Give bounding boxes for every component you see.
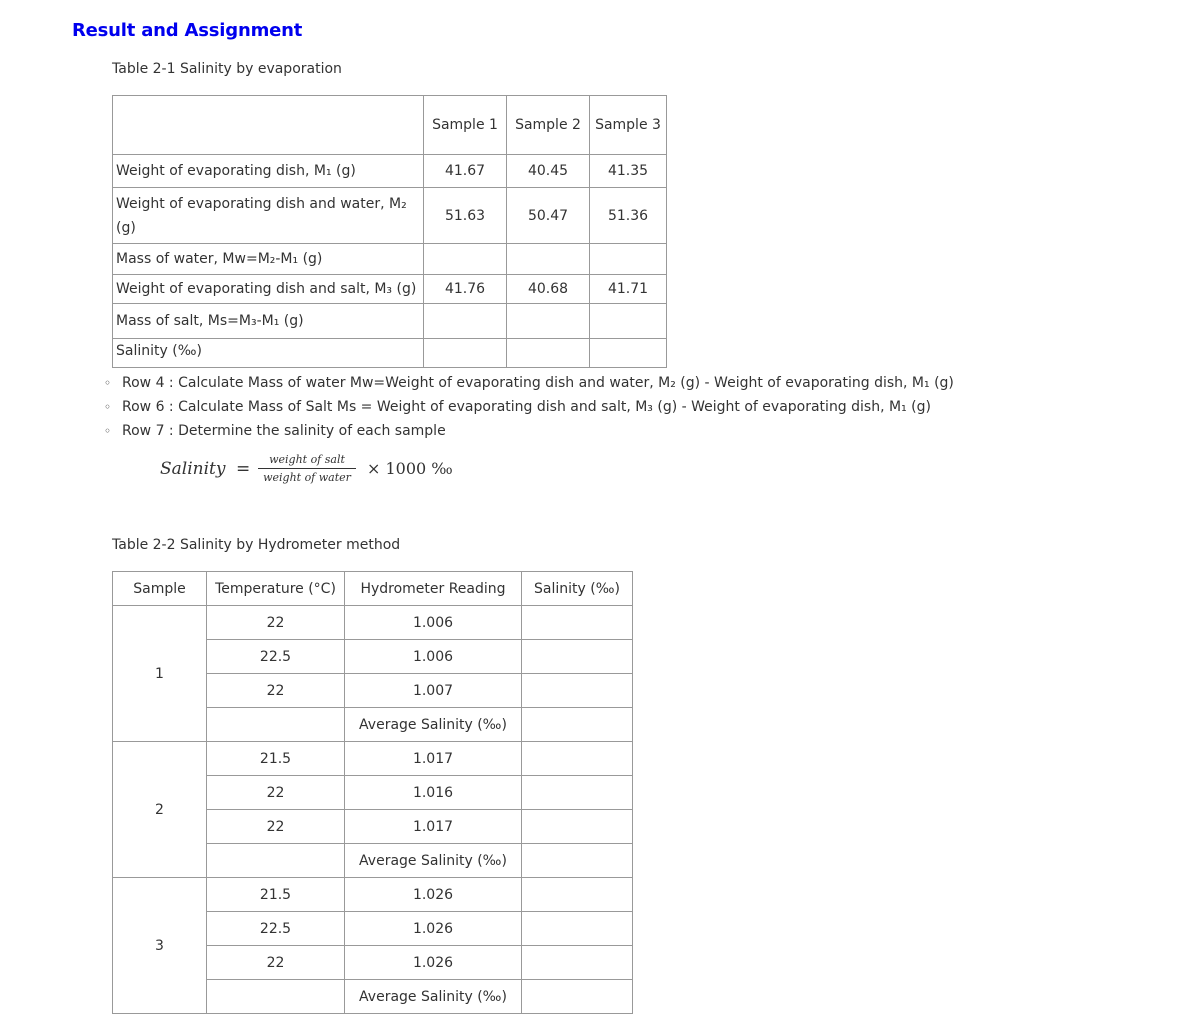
temperature-cell: 22.5 [207, 912, 345, 946]
header-cell: Salinity (‰) [522, 572, 633, 606]
table-row [113, 188, 667, 244]
temperature-cell: 21.5 [207, 742, 345, 776]
salinity-cell [522, 640, 633, 674]
table-row [113, 275, 667, 304]
table-header-row [113, 572, 633, 606]
row-label: Mass of salt, Ms=M₃-M₁ (g) [113, 304, 424, 339]
average-label: Average Salinity (‰) [345, 980, 522, 1014]
section-title: Result and Assignment [72, 20, 303, 41]
table-cell: 40.68 [507, 275, 590, 304]
table-cell [590, 304, 667, 339]
row-label: Weight of evaporating dish, M₁ (g) [113, 155, 424, 188]
table-cell: 41.76 [424, 275, 507, 304]
reading-cell: 1.016 [345, 776, 522, 810]
average-cell [522, 844, 633, 878]
table-row [113, 742, 633, 776]
reading-cell: 1.017 [345, 742, 522, 776]
table-row [113, 244, 667, 275]
reading-cell: 1.026 [345, 946, 522, 980]
table-cell [590, 244, 667, 275]
table-header-row [113, 96, 667, 155]
empty-cell [207, 980, 345, 1014]
salinity-cell [522, 878, 633, 912]
temperature-cell: 22 [207, 776, 345, 810]
table-cell [507, 304, 590, 339]
temperature-cell: 22 [207, 674, 345, 708]
table-cell: 41.71 [590, 275, 667, 304]
formula-multiplier: × 1000 ‰ [367, 459, 453, 478]
table-cell: 51.63 [424, 188, 507, 244]
sample-id-cell: 1 [113, 606, 207, 742]
instruction-list [104, 371, 954, 443]
salinity-cell [522, 946, 633, 980]
header-cell [113, 96, 424, 155]
formula-denominator: weight of water [263, 471, 351, 484]
temperature-cell: 22.5 [207, 640, 345, 674]
table-row [113, 155, 667, 188]
average-cell [522, 980, 633, 1014]
reading-cell: 1.007 [345, 674, 522, 708]
table2-caption: Table 2-2 Salinity by Hydrometer method [112, 537, 401, 553]
header-cell: Sample 1 [424, 96, 507, 155]
bullet-icon: ◦ [104, 376, 112, 390]
bullet-icon: ◦ [104, 424, 112, 438]
salinity-cell [522, 674, 633, 708]
empty-cell [207, 708, 345, 742]
row-label: Weight of evaporating dish and salt, M₃ (g) [113, 275, 424, 304]
table-cell [507, 244, 590, 275]
empty-cell [207, 844, 345, 878]
reading-cell: 1.026 [345, 878, 522, 912]
table-row [113, 878, 633, 912]
temperature-cell: 21.5 [207, 878, 345, 912]
salinity-evaporation-table [112, 95, 667, 368]
header-cell: Hydrometer Reading [345, 572, 522, 606]
salinity-hydrometer-table [112, 571, 633, 1014]
list-item [104, 419, 954, 443]
salinity-cell [522, 742, 633, 776]
reading-cell: 1.006 [345, 640, 522, 674]
header-cell: Temperature (°C) [207, 572, 345, 606]
header-cell: Sample [113, 572, 207, 606]
table-cell: 41.67 [424, 155, 507, 188]
row-label: Mass of water, Mw=M₂-M₁ (g) [113, 244, 424, 275]
table-cell: 51.36 [590, 188, 667, 244]
table-cell [507, 339, 590, 368]
table-cell [424, 244, 507, 275]
average-cell [522, 708, 633, 742]
average-label: Average Salinity (‰) [345, 708, 522, 742]
temperature-cell: 22 [207, 946, 345, 980]
row-label: Salinity (‰) [113, 339, 424, 368]
table-cell [590, 339, 667, 368]
salinity-cell [522, 912, 633, 946]
formula-numerator: weight of salt [258, 452, 356, 469]
note-text: Row 4 : Calculate Mass of water Mw=Weight of evaporating dish and water, M₂ (g) - Weight of evaporating dish, M₁ (g) [122, 375, 954, 391]
table-cell: 50.47 [507, 188, 590, 244]
temperature-cell: 22 [207, 606, 345, 640]
sample-id-cell: 3 [113, 878, 207, 1014]
sample-id-cell: 2 [113, 742, 207, 878]
table1-caption: Table 2-1 Salinity by evaporation [112, 61, 342, 77]
table-cell: 41.35 [590, 155, 667, 188]
temperature-cell: 22 [207, 810, 345, 844]
list-item [104, 395, 954, 419]
reading-cell: 1.026 [345, 912, 522, 946]
reading-cell: 1.006 [345, 606, 522, 640]
note-text: Row 7 : Determine the salinity of each sample [122, 423, 446, 439]
bullet-icon: ◦ [104, 400, 112, 414]
table-cell: 40.45 [507, 155, 590, 188]
table-row [113, 606, 633, 640]
salinity-cell [522, 776, 633, 810]
header-cell: Sample 2 [507, 96, 590, 155]
table-cell [424, 339, 507, 368]
table-row [113, 304, 667, 339]
header-cell: Sample 3 [590, 96, 667, 155]
table-cell [424, 304, 507, 339]
salinity-cell [522, 810, 633, 844]
row-label: Weight of evaporating dish and water, M₂ (g) [113, 188, 424, 244]
formula-fraction [258, 452, 356, 485]
salinity-cell [522, 606, 633, 640]
reading-cell: 1.017 [345, 810, 522, 844]
average-label: Average Salinity (‰) [345, 844, 522, 878]
formula-lhs: Salinity [160, 459, 226, 479]
formula-equals: = [236, 459, 251, 479]
table-row [113, 339, 667, 368]
list-item [104, 371, 954, 395]
note-text: Row 6 : Calculate Mass of Salt Ms = Weight of evaporating dish and salt, M₃ (g) - Weight of evaporating dish, M₁ (g) [122, 399, 931, 415]
